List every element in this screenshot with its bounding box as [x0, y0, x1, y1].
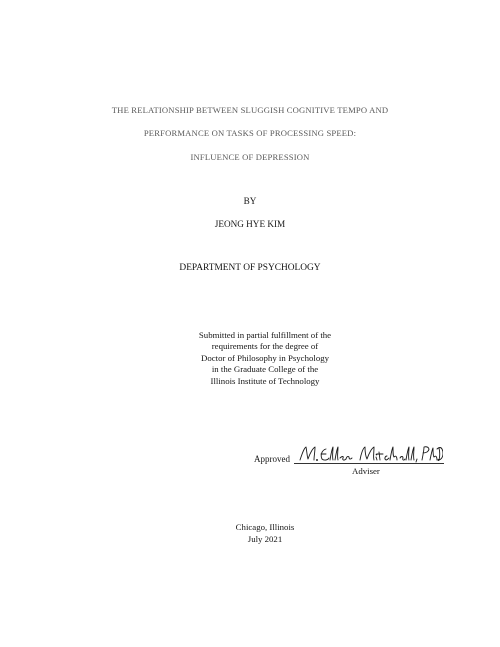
submission-line-4: in the Graduate College of the	[211, 364, 319, 375]
approved-label: Approved	[254, 454, 290, 464]
submission-line-1: Submitted in partial fulfillment of the	[198, 330, 332, 340]
submission-line-3: Doctor of Philosophy in Psychology	[200, 352, 330, 363]
place: Chicago, Illinois	[235, 522, 295, 532]
author-name: JEONG HYE KIM	[214, 219, 286, 229]
signature-rule	[294, 463, 444, 464]
thesis-title-line-2: PERFORMANCE ON TASKS OF PROCESSING SPEED:	[143, 128, 357, 138]
thesis-title-line-3: INFLUENCE OF DEPRESSION	[190, 152, 310, 162]
department-name: DEPARTMENT OF PSYCHOLOGY	[179, 263, 321, 273]
adviser-label: Adviser	[352, 466, 380, 476]
date: July 2021	[247, 534, 283, 544]
submission-line-2: requirements for the degree of	[211, 341, 319, 352]
submission-statement	[150, 330, 380, 387]
thesis-title-line-1: THE RELATIONSHIP BETWEEN SLUGGISH COGNITIVE TEMPO AND	[111, 105, 389, 115]
approval-block	[254, 444, 454, 484]
by-label: BY	[243, 196, 257, 206]
submission-line-5: Illinois Institute of Technology	[210, 375, 320, 386]
place-and-date	[180, 521, 350, 545]
